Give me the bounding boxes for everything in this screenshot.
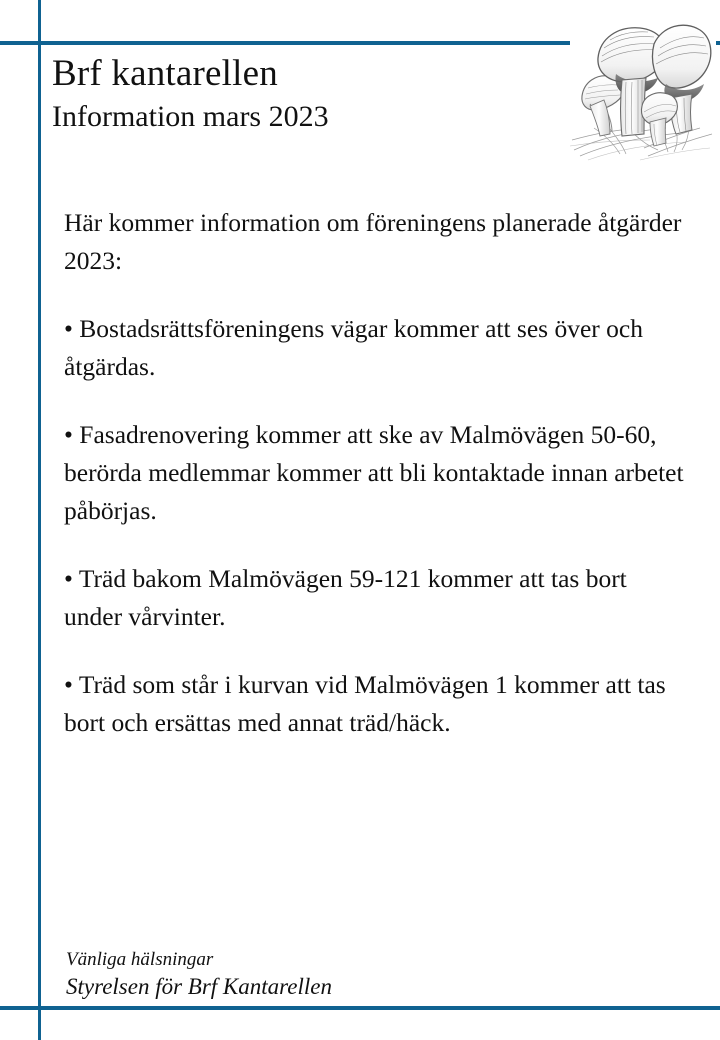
body-content	[64, 204, 686, 742]
page-title: Brf kantarellen	[52, 53, 278, 94]
bullet-item-facade-renovation: • Fasadrenovering kommer att ske av Malmövägen 50-60, berörda medlemmar kommer att bli kontaktade innan arbetet påbörjas.	[64, 420, 684, 525]
page-subtitle: Information mars 2023	[52, 100, 329, 133]
bullet-item-trees-curve: • Träd som står i kurvan vid Malmövägen 1 kommer att tas bort och ersättas med annat träd/häck.	[64, 670, 666, 737]
bottom-accent-rule	[0, 1006, 720, 1010]
bullet-item-trees-behind: • Träd bakom Malmövägen 59-121 kommer att tas bort under vårvinter.	[64, 564, 627, 631]
vertical-accent-rule	[38, 0, 41, 1040]
signature-block	[66, 947, 626, 1002]
signature-greeting: Vänliga hälsningar	[66, 949, 214, 970]
signature-name: Styrelsen för Brf Kantarellen	[66, 974, 332, 999]
intro-paragraph: Här kommer information om föreningens planerade åtgärder 2023:	[64, 208, 682, 275]
bullet-item-roads: • Bostadsrättsföreningens vägar kommer att ses över och åtgärdas.	[64, 314, 643, 381]
chanterelle-mushroom-icon	[570, 0, 716, 168]
top-accent-rule-left	[0, 41, 572, 45]
document-header	[52, 52, 552, 136]
